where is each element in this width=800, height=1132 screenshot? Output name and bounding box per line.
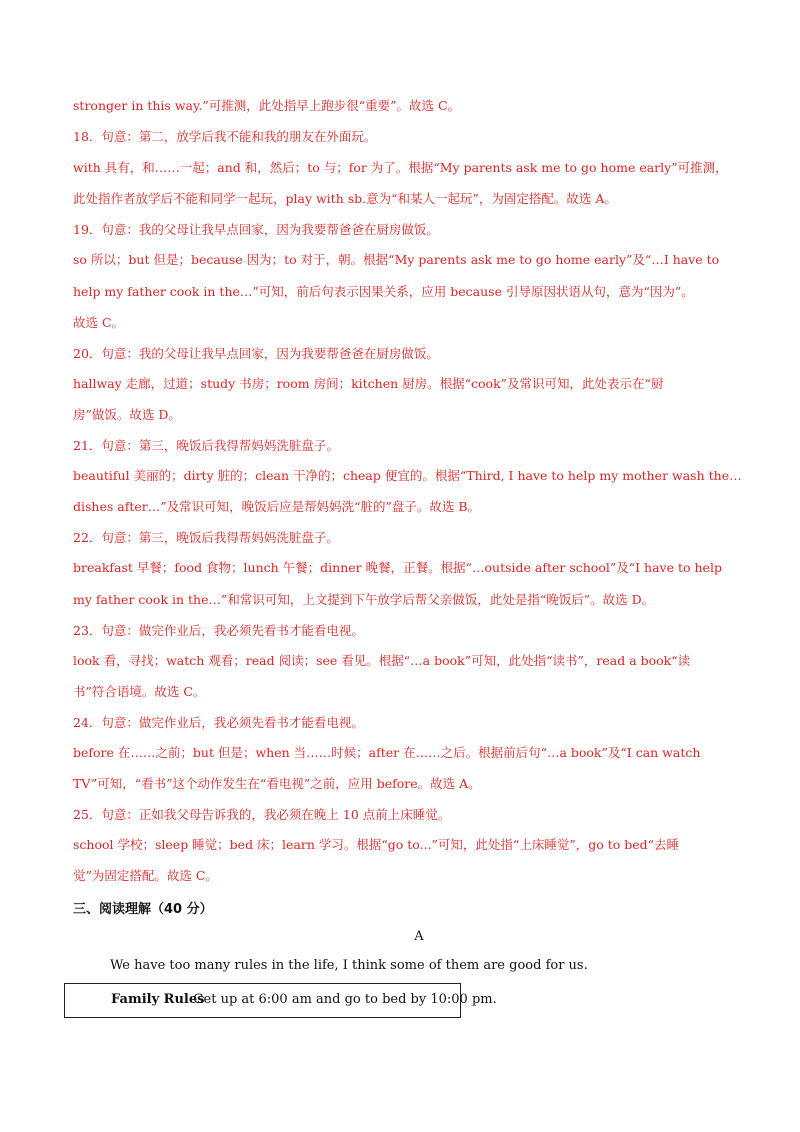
question-22-explanation-1: breakfast 早餐；food 食物；lunch 午餐；dinner 晚餐，正餐。根据“…outside after school”及“I have to help	[73, 560, 722, 575]
question-24-explanation-2: TV”可知，“看书”这个动作发生在“看电视”之前，应用 before。故选 A。	[73, 776, 481, 791]
question-18-explanation-2: 此处指作者放学后不能和同学一起玩，play with sb.意为“和某人一起玩”，为固定搭配。故选 A。	[73, 191, 617, 206]
passage-intro: We have too many rules in the life, I think some of them are good for us.	[110, 958, 588, 973]
question-25-meaning: 25．句意：正如我父母告诉我的，我必须在晚上 10 点前上床睡觉。	[73, 807, 451, 822]
question-25-explanation-1: school 学校；sleep 睡觉；bed 床；learn 学习。根据“go to...”可知，此处指“上床睡觉”，go to bed“去睡	[73, 837, 680, 852]
question-22-explanation-2: my father cook in the…”和常识可知，上文提到下午放学后帮父亲做饭，此处是指“晚饭后”。故选 D。	[73, 592, 655, 607]
question-24-explanation-1: before 在……之前；but 但是；when 当……时候；after 在……之后。根据前后句“…a book”及“I can watch	[73, 745, 701, 760]
family-rules-title: Family Rules	[111, 992, 205, 1007]
question-20-meaning: 20．句意：我的父母让我早点回家，因为我要帮爸爸在厨房做饭。	[73, 346, 439, 361]
family-rules-item: ·Get up at 6:00 am and go to bed by 10:00 pm.	[189, 992, 497, 1007]
question-18-explanation-1: with 具有，和……一起；and 和，然后；to 与；for 为了。根据“My parents ask me to go home early”可推测，	[73, 160, 728, 175]
question-18-meaning: 18．句意：第二，放学后我不能和我的朋友在外面玩。	[73, 129, 377, 144]
explanation-line-17-conclusion: stronger in this way.”可推测，此处指早上跑步很“重要”。故选 C。	[73, 98, 461, 113]
section-heading-reading: 三、阅读理解（40 分）	[73, 902, 213, 917]
question-21-explanation-1: beautiful 美丽的；dirty 脏的；clean 干净的；cheap 便宜的。根据“Third, I have to help my mother wash the…	[73, 468, 742, 483]
question-23-meaning: 23．句意：做完作业后，我必须先看书才能看电视。	[73, 623, 364, 638]
question-21-explanation-2: dishes after…”及常识可知，晚饭后应是帮妈妈洗“脏的”盘子。故选 B。	[73, 499, 481, 514]
question-19-answer: 故选 C。	[73, 315, 125, 330]
question-25-explanation-2: 觉”为固定搭配。故选 C。	[73, 868, 218, 883]
question-23-explanation-2: 书”符合语境。故选 C。	[73, 684, 206, 699]
question-19-explanation-2: help my father cook in the…”可知，前后句表示因果关系，应用 because 引导原因状语从句，意为“因为”。	[73, 284, 694, 299]
question-22-meaning: 22．句意：第三，晚饭后我得帮妈妈洗脏盘子。	[73, 530, 339, 545]
question-20-explanation-2: 房”做饭。故选 D。	[73, 407, 181, 422]
question-19-explanation-1: so 所以；but 但是；because 因为；to 对于，朝。根据“My parents ask me to go home early”及“…I have to	[73, 252, 720, 267]
question-19-meaning: 19．句意：我的父母让我早点回家，因为我要帮爸爸在厨房做饭。	[73, 222, 439, 237]
question-20-explanation-1: hallway 走廊，过道；study 书房；room 房间；kitchen 厨房。根据“cook”及常识可知，此处表示在“厨	[73, 376, 664, 391]
question-24-meaning: 24．句意：做完作业后，我必须先看书才能看电视。	[73, 715, 364, 730]
passage-label: A	[414, 929, 424, 944]
question-23-explanation-1: look 看，寻找；watch 观看；read 阅读；see 看见。根据“…a book”可知，此处指“读书”，read a book“读	[73, 653, 691, 668]
question-21-meaning: 21．句意：第三，晚饭后我得帮妈妈洗脏盘子。	[73, 438, 339, 453]
family-rules-box	[64, 983, 497, 1018]
